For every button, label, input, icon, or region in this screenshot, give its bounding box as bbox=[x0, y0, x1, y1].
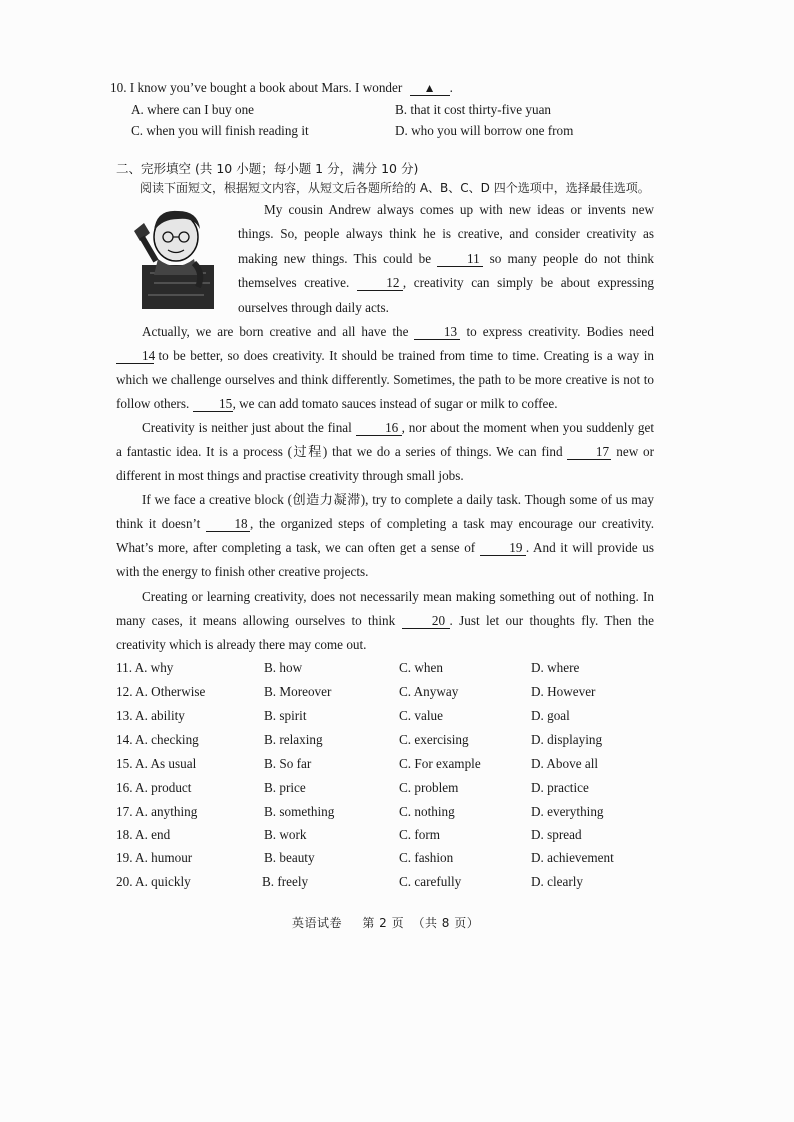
option-18-b: B. work bbox=[264, 827, 307, 842]
option-19-a: 19. A. humour bbox=[116, 850, 193, 865]
page-footer bbox=[292, 916, 479, 930]
blank-14: 14 bbox=[116, 349, 154, 364]
blank-19: 19 bbox=[480, 541, 526, 556]
option-14-b: B. relaxing bbox=[264, 732, 323, 747]
passage-paragraph-2: Actually, we are born creative and all have the 13 to express creativity. Bodies need 14 to be better, so does creativity. It should be trained from time to time. Creating is a way in which we challenge ourselves and think differently. Sometimes, the path to be more creative is not to follow others. 15, we can add tomato sauces instead of sugar or milk to coffee. bbox=[116, 324, 655, 412]
footer-page-number: 第 2 页 bbox=[362, 916, 405, 930]
option-11-a: 11. A. why bbox=[116, 660, 174, 675]
option-19-d: D. achievement bbox=[531, 850, 614, 865]
option-15-a: 15. A. As usual bbox=[116, 756, 197, 771]
option-19-c: C. fashion bbox=[399, 850, 454, 865]
options-row-14 bbox=[116, 732, 676, 754]
blank-16: 16 bbox=[356, 421, 402, 436]
options-row-20 bbox=[116, 874, 676, 896]
option-16-b: B. price bbox=[264, 780, 306, 795]
option-14-d: D. displaying bbox=[531, 732, 603, 747]
blank-12: 12 bbox=[357, 276, 403, 291]
option-20-c: C. carefully bbox=[399, 874, 462, 889]
option-15-b: B. So far bbox=[264, 756, 312, 771]
options-row-11 bbox=[116, 660, 676, 682]
blank-20: 20 bbox=[402, 614, 450, 629]
option-11-c: C. when bbox=[399, 660, 443, 675]
option-18-a: 18. A. end bbox=[116, 827, 171, 842]
option-14-c: C. exercising bbox=[399, 732, 469, 747]
option-13-c: C. value bbox=[399, 708, 443, 723]
options-row-16 bbox=[116, 780, 676, 802]
option-11-d: D. where bbox=[531, 660, 580, 675]
option-16-c: C. problem bbox=[399, 780, 459, 795]
options-row-13 bbox=[116, 708, 676, 730]
q10-option-c: C. when you will finish reading it bbox=[131, 123, 309, 138]
question-10-text: 10. I know you’ve bought a book about Mars. I wonder bbox=[110, 80, 403, 95]
passage-paragraph-5: Creating or learning creativity, does not necessarily mean making something out of nothing. In many cases, it means allowing ourselves to think 20 . Just let our thoughts fly. Then the creativity which is already there may come out. bbox=[116, 589, 654, 653]
options-row-17 bbox=[116, 804, 676, 826]
boy-illustration bbox=[128, 203, 220, 311]
option-18-d: D. spread bbox=[531, 827, 582, 842]
option-20-b: B. freely bbox=[262, 874, 309, 889]
q10-option-a: A. where can I buy one bbox=[131, 102, 255, 117]
footer-total-pages: （共 8 页） bbox=[412, 916, 480, 930]
question-10-stem: 10. I know you’ve bought a book about Mars. I wonder ▲ . bbox=[110, 80, 453, 95]
option-16-a: 16. A. product bbox=[116, 780, 192, 795]
options-row-19 bbox=[116, 850, 676, 872]
passage-paragraph-4: If we face a creative block (创造力凝滞), try to complete a daily task. Though some of us may think it doesn’t 18 , the organized steps of completing a task may encourage our creativity. What’s more, after completing a task, we can often get a sense of 19 . And it will provide us with the energy to finish other creative projects. bbox=[116, 492, 654, 580]
q10-option-d: D. who you will borrow one from bbox=[395, 123, 574, 138]
option-20-a: 20. A. quickly bbox=[116, 874, 191, 889]
option-15-d: D. Above all bbox=[531, 756, 599, 771]
blank-15: 15 bbox=[193, 397, 233, 412]
boy-thinking-icon bbox=[128, 203, 220, 311]
blank-18: 18 bbox=[206, 517, 250, 532]
option-20-d: D. clearly bbox=[531, 874, 583, 889]
footer-subject: 英语试卷 bbox=[292, 916, 343, 930]
option-13-d: D. goal bbox=[531, 708, 570, 723]
option-13-a: 13. A. ability bbox=[116, 708, 185, 723]
q10-option-b: B. that it cost thirty-five yuan bbox=[395, 102, 552, 117]
option-12-a: 12. A. Otherwise bbox=[116, 684, 206, 699]
passage-paragraph-1: My cousin Andrew always comes up with new ideas or invents new things. So, people always think he is creative, and consider creativity as making new things. This could be 11 so many people do not think themselves creative. 12 , creativity can simply be about expressing ourselves through daily acts. bbox=[238, 202, 655, 315]
option-12-b: B. Moreover bbox=[264, 684, 332, 699]
section-title: 二、完形填空 (共 10 小题；每小题 1 分，满分 10 分) bbox=[116, 161, 419, 176]
section-instruction: 阅读下面短文，根据短文内容，从短文后各题所给的 A、B、C、D 四个选项中，选择最佳选项。 bbox=[140, 181, 650, 195]
option-19-b: B. beauty bbox=[264, 850, 315, 865]
passage-paragraph-3: Creativity is neither just about the final 16 , nor about the moment when you suddenly get a fantastic idea. It is a process (过程) that we do a series of things. We can find 17 new or different in most things and practise creativity through small jobs. bbox=[116, 420, 655, 484]
option-17-a: 17. A. anything bbox=[116, 804, 198, 819]
option-17-d: D. everything bbox=[531, 804, 604, 819]
option-16-d: D. practice bbox=[531, 780, 589, 795]
option-17-c: C. nothing bbox=[399, 804, 455, 819]
blank-17: 17 bbox=[567, 445, 611, 460]
option-14-a: 14. A. checking bbox=[116, 732, 199, 747]
question-10-blank: ▲ bbox=[410, 81, 450, 96]
option-18-c: C. form bbox=[399, 827, 441, 842]
option-13-b: B. spirit bbox=[264, 708, 307, 723]
option-11-b: B. how bbox=[264, 660, 303, 675]
options-row-12 bbox=[116, 684, 676, 706]
option-15-c: C. For example bbox=[399, 756, 481, 771]
option-12-c: C. Anyway bbox=[399, 684, 459, 699]
options-row-18 bbox=[116, 827, 676, 849]
option-12-d: D. However bbox=[531, 684, 596, 699]
blank-13: 13 bbox=[414, 325, 460, 340]
option-17-b: B. something bbox=[264, 804, 335, 819]
blank-11: 11 bbox=[437, 252, 483, 267]
options-row-15 bbox=[116, 756, 676, 778]
